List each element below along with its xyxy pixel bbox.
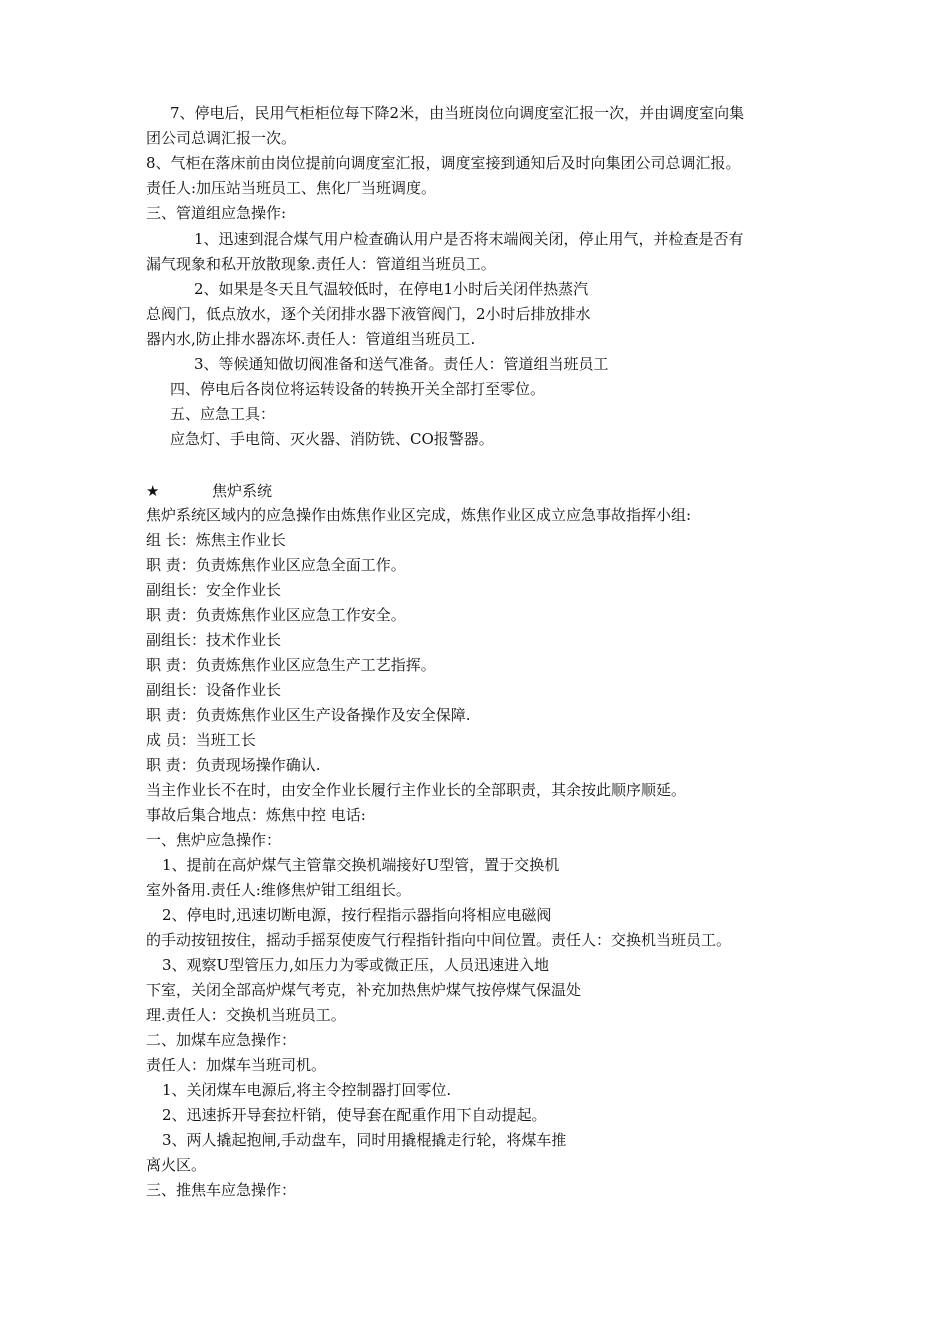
text-line: 器内水,防止排水器冻坏.责任人：管道组当班员工. xyxy=(146,330,476,348)
text-line: 1、关闭煤车电源后,将主令控制器打回零位. xyxy=(162,1081,452,1099)
text-line: 漏气现象和私开放散现象.责任人：管道组当班员工。 xyxy=(146,255,496,273)
text-line: 室外备用.责任人:维修焦炉钳工组组长。 xyxy=(146,881,411,899)
text-line: 副组长：技术作业长 xyxy=(146,631,282,649)
text-line: 三、推焦车应急操作： xyxy=(146,1181,297,1199)
text-line: 1、提前在高炉煤气主管靠交换机端接好U型管，置于交换机 xyxy=(162,856,560,874)
text-line: 成 员：当班工长 xyxy=(146,731,256,749)
text-line: 当主作业长不在时，由安全作业长履行主作业长的全部职责，其余按此顺序顺延。 xyxy=(146,781,687,799)
text-line: 五、应急工具： xyxy=(170,405,276,423)
text-line: 四、停电后各岗位将运转设备的转换开关全部打至零位。 xyxy=(170,380,546,398)
text-line: 3、观察U型管压力,如压力为零或微正压，人员迅速进入地 xyxy=(162,956,549,974)
text-line: 副组长：设备作业长 xyxy=(146,681,282,699)
text-line: 职 责：负责炼焦作业区生产设备操作及安全保障. xyxy=(146,706,471,724)
text-line: 离火区。 xyxy=(146,1156,207,1174)
text-line: 2、停电时,迅速切断电源，按行程指示器指向将相应电磁阀 xyxy=(162,906,552,924)
text-line: 下室，关闭全部高炉煤气考克，补充加热焦炉煤气按停煤气保温处 xyxy=(146,981,582,999)
text-line: 3、等候通知做切阀准备和送气准备。责任人：管道组当班员工 xyxy=(194,355,609,373)
section-heading xyxy=(146,481,272,501)
text-line: 理.责任人：交换机当班员工。 xyxy=(146,1006,346,1024)
text-line: 责任人：加煤车当班司机。 xyxy=(146,1056,327,1074)
text-line: 应急灯、手电筒、灭火器、消防铣、CO报警器。 xyxy=(170,430,494,448)
text-line: 总阀门，低点放水，逐个关闭排水器下液管阀门，2小时后排放排水 xyxy=(146,305,591,323)
text-line: 焦炉系统区域内的应急操作由炼焦作业区完成，炼焦作业区成立应急事故指挥小组: xyxy=(146,506,692,524)
text-line: 3、两人撬起抱闸,手动盘车，同时用撬棍撬走行轮，将煤车推 xyxy=(162,1131,567,1149)
star-icon: ★ xyxy=(146,482,160,500)
text-line: 1、迅速到混合煤气用户检查确认用户是否将末端阀关闭，停止用气，并检查是否有 xyxy=(194,230,744,248)
section-title: 焦炉系统 xyxy=(212,482,273,500)
text-line: 组 长：炼焦主作业长 xyxy=(146,531,286,549)
text-line: 职 责：负责炼焦作业区应急全面工作。 xyxy=(146,556,406,574)
text-line: 副组长：安全作业长 xyxy=(146,581,282,599)
text-line: 2、如果是冬天且气温较低时，在停电1小时后关闭伴热蒸汽 xyxy=(194,280,589,298)
text-line: 8、气柜在落床前由岗位提前向调度室汇报，调度室接到通知后及时向集团公司总调汇报。 xyxy=(146,154,741,172)
text-line: 职 责：负责炼焦作业区应急工作安全。 xyxy=(146,606,406,624)
text-line: 一、焦炉应急操作： xyxy=(146,831,282,849)
text-line: 2、迅速拆开导套拉杆销，使导套在配重作用下自动提起。 xyxy=(162,1106,547,1124)
text-line: 7、停电后，民用气柜柜位每下降2米，由当班岗位向调度室汇报一次，并由调度室向集 xyxy=(170,104,745,122)
text-line: 职 责：负责现场操作确认. xyxy=(146,756,321,774)
text-line: 职 责：负责炼焦作业区应急生产工艺指挥。 xyxy=(146,656,436,674)
text-line: 的手动按钮按住，摇动手摇泵使废气行程指针指向中间位置。责任人：交换机当班员工。 xyxy=(146,931,732,949)
text-line: 三、管道组应急操作: xyxy=(146,204,287,222)
text-line: 责任人:加压站当班员工、焦化厂当班调度。 xyxy=(146,179,437,197)
text-line: 团公司总调汇报一次。 xyxy=(146,129,297,147)
text-line: 事故后集合地点：炼焦中控 电话: xyxy=(146,806,366,824)
text-line: 二、加煤车应急操作： xyxy=(146,1031,297,1049)
